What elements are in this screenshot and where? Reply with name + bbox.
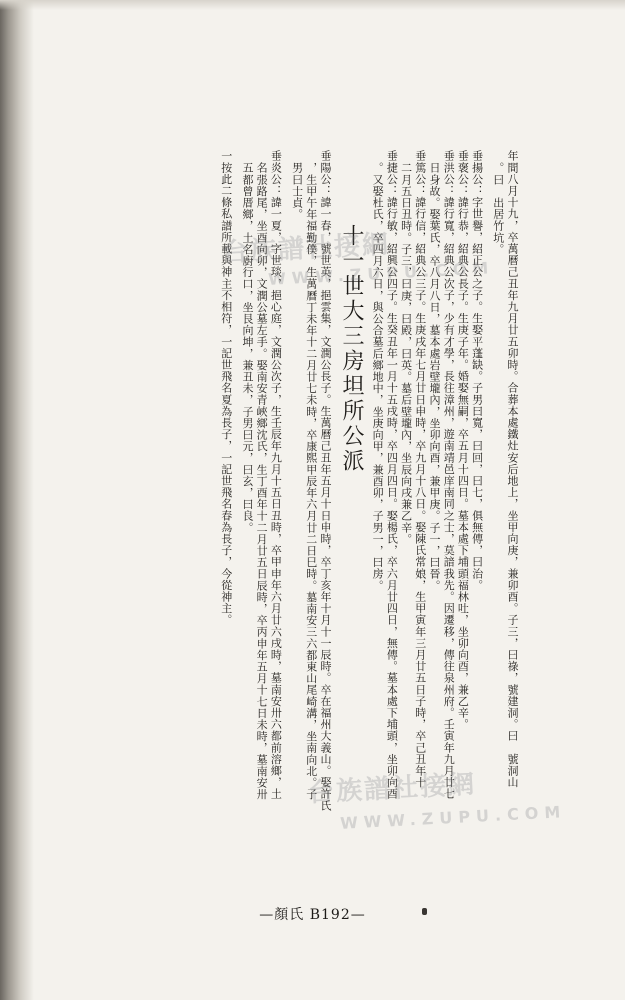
watermark-name-bottom: 台族譜社接網 <box>307 769 477 809</box>
text-column-16: 五都曾厝鄉，土名廚行口，坐艮向坤，兼丑未，子男曰元，曰玄，曰良。 <box>240 162 254 534</box>
text-column-1: 年間八月十九，卒萬曆己丑年九月廿五卯時。合葬本處鐵灶安后地上，坐甲向庚，兼卯酉。子三，曰祿，號建洞。曰 號洞山 <box>506 150 519 788</box>
text-column-6: 日身故。娶葉氏，卒八月八日，墓本處岩壁壠內，坐卯向酉，兼甲庚。子一，曰晉。 <box>427 162 441 592</box>
text-column-5: 垂洪公：諱行寬，紹典公次子，少有才學，長往漳州，遊南靖邑庠南同之士，莫諳我先。因遷移，傳往泉州府。壬寅年九月廿七 <box>442 150 456 800</box>
text-column-8: 二月五日丑時。子三，曰庚，曰殿，曰英。墓后壁壠內，坐辰向戌兼乙辛。 <box>399 162 413 545</box>
text-column-3: 垂揚公：字世譽，紹正公之子。生娶平蓬缺。子男曰寬，曰回，曰七，俱無傳，曰治。 <box>470 150 484 591</box>
watermark-name-top: 台族譜社接網 <box>221 229 391 269</box>
watermark-url-bottom: WWW.ZUPU.COM <box>339 802 567 833</box>
text-column-4: 垂褒公：諱行恭，紹典公長子。生庚子年。婚娶無嗣，卒五月十四日。墓本處下埔頭福林吐，坐卯向酉，兼乙辛。 <box>456 150 470 730</box>
text-column-14: 垂炎公：諱一夏，字世琰，挹心庭，文潤公次子，生壬辰年九月十五日丑時，卒甲申年六月廿六戌時，墓南安卅六都前溶鄉，土 <box>269 150 283 800</box>
top-edge-shadow <box>0 0 625 10</box>
page-number: —顏氏 B192— <box>259 907 366 923</box>
text-column-13: 男曰士貞。 <box>290 162 304 220</box>
text-column-10: 。又娶杜氏，卒四月六日，與公合墓后鄉地中，坐庚向甲，兼酉卯，子男一，曰房。 <box>371 162 385 592</box>
note-column: 一按此二條私譜所載與神主不相符，一記世飛名夏為長子，一記世飛名春為長子，今從神主。 <box>219 150 233 626</box>
text-column-12: ，生甲午年福勤僕，生萬曆丁未年十二月廿七未時，卒康熙甲辰年六月廿二日巳時。墓南安三六都東山尾崎溝，坐南向北。子 <box>304 162 318 800</box>
text-column-2: 。曰 出居竹坑。 <box>491 162 505 255</box>
text-column-7: 垂篤公：諱行信，紹典公三子。生庚戌年七月廿日申時，卒九月十八日。娶陳氏常娘，生甲寅年三月廿五日子時，卒己丑年十 <box>413 150 427 788</box>
text-column-15: 名張路尾，坐酉向卯，文潤公墓左手。娶南安青峽鄉沈氏，生丁酉年十二月廿五日辰時，卒丙申年五月十七日未時，墓南安卅 <box>255 162 269 800</box>
section-heading: 十一世大三房坦所公派 <box>338 224 364 474</box>
binding-shadow <box>0 0 34 1000</box>
watermark-url-top: WWW.ZUPU.COM <box>267 258 495 289</box>
text-column-11: 垂陽公：諱一春，號世英，挹雲集，文潤公長子。生萬曆己丑年五月十日申時，卒丁亥年十月十一辰時。卒在福州大義山。娶許氏 <box>318 150 332 812</box>
text-column-9: 垂捷公：諱行敏，紹興公四子。生癸丑年一月十五戌時，卒四月四日。娶楊氏，卒六月廿四日，無傳。墓本處下埔頭，坐卯向酉 <box>385 150 399 800</box>
